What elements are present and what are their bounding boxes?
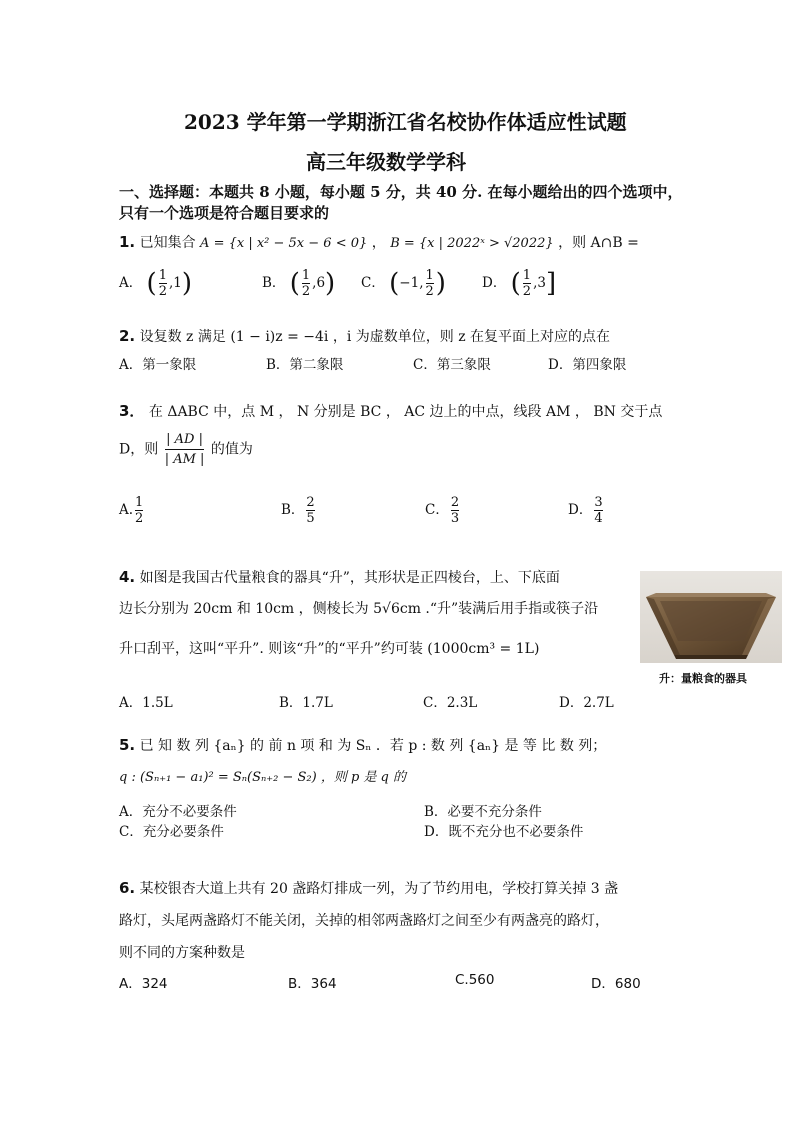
paren-open: ( bbox=[146, 268, 157, 299]
denominator: 4 bbox=[594, 511, 603, 526]
fraction bbox=[523, 268, 531, 299]
question-text-line1: 某校银杏大道上共有 20 盏路灯排成一列，为了节约用电，学校打算关掉 3 盏 bbox=[139, 881, 619, 897]
option-tail: ,3 bbox=[533, 275, 546, 291]
section-heading-line2: 只有一个选项是符合题目要求的 bbox=[119, 204, 330, 222]
question-number: 2. bbox=[119, 327, 136, 345]
q1-option-d[interactable] bbox=[482, 268, 556, 299]
fraction bbox=[451, 495, 459, 526]
paren-open: ( bbox=[510, 268, 521, 299]
question-number: 1. bbox=[119, 233, 136, 251]
option-label: B． bbox=[281, 502, 305, 518]
question-number: 6. bbox=[119, 879, 136, 897]
q3-option-a[interactable] bbox=[119, 495, 145, 526]
q3-option-d[interactable] bbox=[568, 495, 605, 526]
q5-option-c[interactable]: C．充分必要条件 bbox=[119, 824, 224, 840]
question-5 bbox=[119, 735, 606, 755]
question-3-line2 bbox=[119, 430, 253, 469]
question-4 bbox=[119, 567, 560, 587]
q1-option-c[interactable] bbox=[361, 268, 446, 299]
numerator: 2 bbox=[306, 495, 315, 510]
exam-subtitle: 高三年级数学学科 bbox=[306, 150, 466, 174]
option-tail: ,6 bbox=[312, 275, 326, 291]
q4-option-c[interactable]: C．2.3L bbox=[423, 695, 478, 711]
fraction bbox=[135, 495, 143, 526]
denominator: 3 bbox=[450, 511, 460, 526]
fraction bbox=[426, 268, 434, 299]
numerator: 1 bbox=[425, 268, 434, 283]
q6-option-c[interactable]: C.560 bbox=[455, 972, 495, 988]
question-4-line2: 边长分别为 20cm 和 10cm ，侧棱长为 5√6cm .“升”装满后用手指或筷子沿 bbox=[119, 601, 599, 617]
set-b: B = {x | 2022ˣ > √2022} bbox=[390, 236, 554, 251]
paren-close: ) bbox=[325, 268, 336, 299]
paren-open: ( bbox=[289, 268, 300, 299]
option-label: D． bbox=[568, 502, 593, 518]
bowl-image-icon bbox=[640, 571, 782, 663]
question-6 bbox=[119, 878, 618, 898]
q6-option-b[interactable]: B．364 bbox=[288, 976, 337, 992]
q4-option-b[interactable]: B．1.7L bbox=[279, 695, 333, 711]
question-text: D，则 bbox=[119, 441, 159, 458]
denominator: 2 bbox=[522, 284, 532, 299]
denominator: 2 bbox=[425, 284, 434, 299]
denominator: 5 bbox=[306, 511, 315, 526]
numerator: 1 bbox=[301, 268, 311, 283]
q4-option-d[interactable]: D．2.7L bbox=[559, 695, 614, 711]
denominator: 2 bbox=[158, 284, 167, 299]
question-text-line1: 在 ΔABC 中，点 M ， N 分别是 BC ， AC 边上的中点，线段 AM ， BN 交于点 bbox=[148, 404, 663, 420]
fraction bbox=[302, 268, 310, 299]
q5-option-b[interactable]: B．必要不充分条件 bbox=[424, 804, 542, 820]
q4-option-a[interactable]: A．1.5L bbox=[119, 695, 173, 711]
q3-option-c[interactable] bbox=[425, 495, 461, 526]
question-number: 4. bbox=[119, 568, 136, 586]
q6-option-d[interactable]: D．680 bbox=[591, 976, 641, 992]
option-label: C． bbox=[425, 502, 449, 518]
q1-option-a[interactable] bbox=[119, 268, 192, 299]
q2-option-b[interactable]: B．第二象限 bbox=[266, 357, 344, 373]
question-text: 的值为 bbox=[210, 441, 253, 458]
paren-close: ] bbox=[545, 268, 557, 299]
separator: ， bbox=[371, 235, 386, 251]
fraction bbox=[306, 495, 314, 526]
q3-option-b[interactable] bbox=[281, 495, 317, 526]
q2-option-a[interactable]: A．第一象限 bbox=[119, 357, 197, 373]
question-1 bbox=[119, 232, 639, 252]
numerator: 1 bbox=[522, 268, 532, 283]
q5-option-d[interactable]: D．既不充分也不必要条件 bbox=[424, 824, 584, 840]
option-label: C． bbox=[361, 275, 385, 291]
option-head: −1, bbox=[399, 275, 424, 291]
fraction bbox=[159, 268, 167, 299]
paren-open: ( bbox=[389, 268, 400, 299]
paren-close: ) bbox=[181, 268, 193, 299]
denominator: 2 bbox=[135, 511, 144, 526]
question-ask: ，则 A∩B = bbox=[558, 235, 639, 251]
question-text: 设复数 z 满足 (1 − i)z = −4i ，i 为虚数单位，则 z 在复平面上对应的点在 bbox=[139, 329, 611, 345]
numerator: 2 bbox=[450, 495, 460, 510]
q1-option-b[interactable] bbox=[262, 268, 335, 299]
question-text: 已知集合 bbox=[139, 235, 196, 251]
question-4-line3: 升口刮平，这叫“平升”. 则该“升”的“平升”约可装 (1000cm³ = 1L) bbox=[119, 641, 540, 657]
numerator: 1 bbox=[158, 268, 167, 283]
exam-title: 2023 学年第一学期浙江省名校协作体适应性试题 bbox=[184, 110, 627, 134]
question-6-line2: 路灯，头尾两盏路灯不能关闭，关掉的相邻两盏路灯之间至少有两盏亮的路灯， bbox=[119, 913, 609, 929]
grain-measure-photo bbox=[640, 571, 782, 663]
q2-option-c[interactable]: C．第三象限 bbox=[413, 357, 491, 373]
question-2 bbox=[119, 326, 610, 346]
set-a: A = {x | x² − 5x − 6 < 0} bbox=[200, 236, 368, 251]
section-heading-line1: 一、选择题：本题共 8 小题，每小题 5 分，共 40 分. 在每小题给出的四个选项中， bbox=[119, 183, 683, 201]
numerator: | AD | bbox=[166, 432, 203, 447]
option-tail: ,1 bbox=[168, 275, 182, 291]
option-label: B． bbox=[262, 275, 286, 291]
question-number: 3． bbox=[119, 402, 145, 420]
q5-option-a[interactable]: A．充分不必要条件 bbox=[119, 804, 237, 820]
numerator: 3 bbox=[594, 495, 603, 510]
denominator: 2 bbox=[301, 284, 311, 299]
option-label: D． bbox=[482, 275, 507, 291]
question-text-line1: 如图是我国古代量粮食的器具“升”，其形状是正四棱台，上、下底面 bbox=[139, 570, 560, 586]
denominator: | AM | bbox=[164, 452, 205, 467]
option-label: A. bbox=[119, 502, 134, 518]
question-number: 5. bbox=[119, 736, 136, 754]
q2-option-d[interactable]: D．第四象限 bbox=[548, 357, 627, 373]
question-text-line1: 已 知 数 列 {aₙ} 的 前 n 项 和 为 Sₙ ．若 p : 数 列 {aₙ} 是 等 比 数 列； bbox=[139, 738, 607, 754]
question-3 bbox=[119, 400, 662, 421]
question-5-line2: q : (Sₙ₊₁ − a₁)² = Sₙ(Sₙ₊₂ − S₂) ，则 p 是 q 的 bbox=[119, 770, 406, 785]
question-6-line3: 则不同的方案种数是 bbox=[119, 945, 245, 961]
photo-caption: 升：量粮食的器具 bbox=[659, 672, 747, 685]
option-label: A． bbox=[119, 275, 143, 291]
numerator: 1 bbox=[135, 495, 144, 510]
fraction bbox=[594, 495, 602, 526]
fraction bbox=[165, 430, 205, 469]
q6-option-a[interactable]: A．324 bbox=[119, 976, 168, 992]
paren-close: ) bbox=[435, 268, 446, 299]
